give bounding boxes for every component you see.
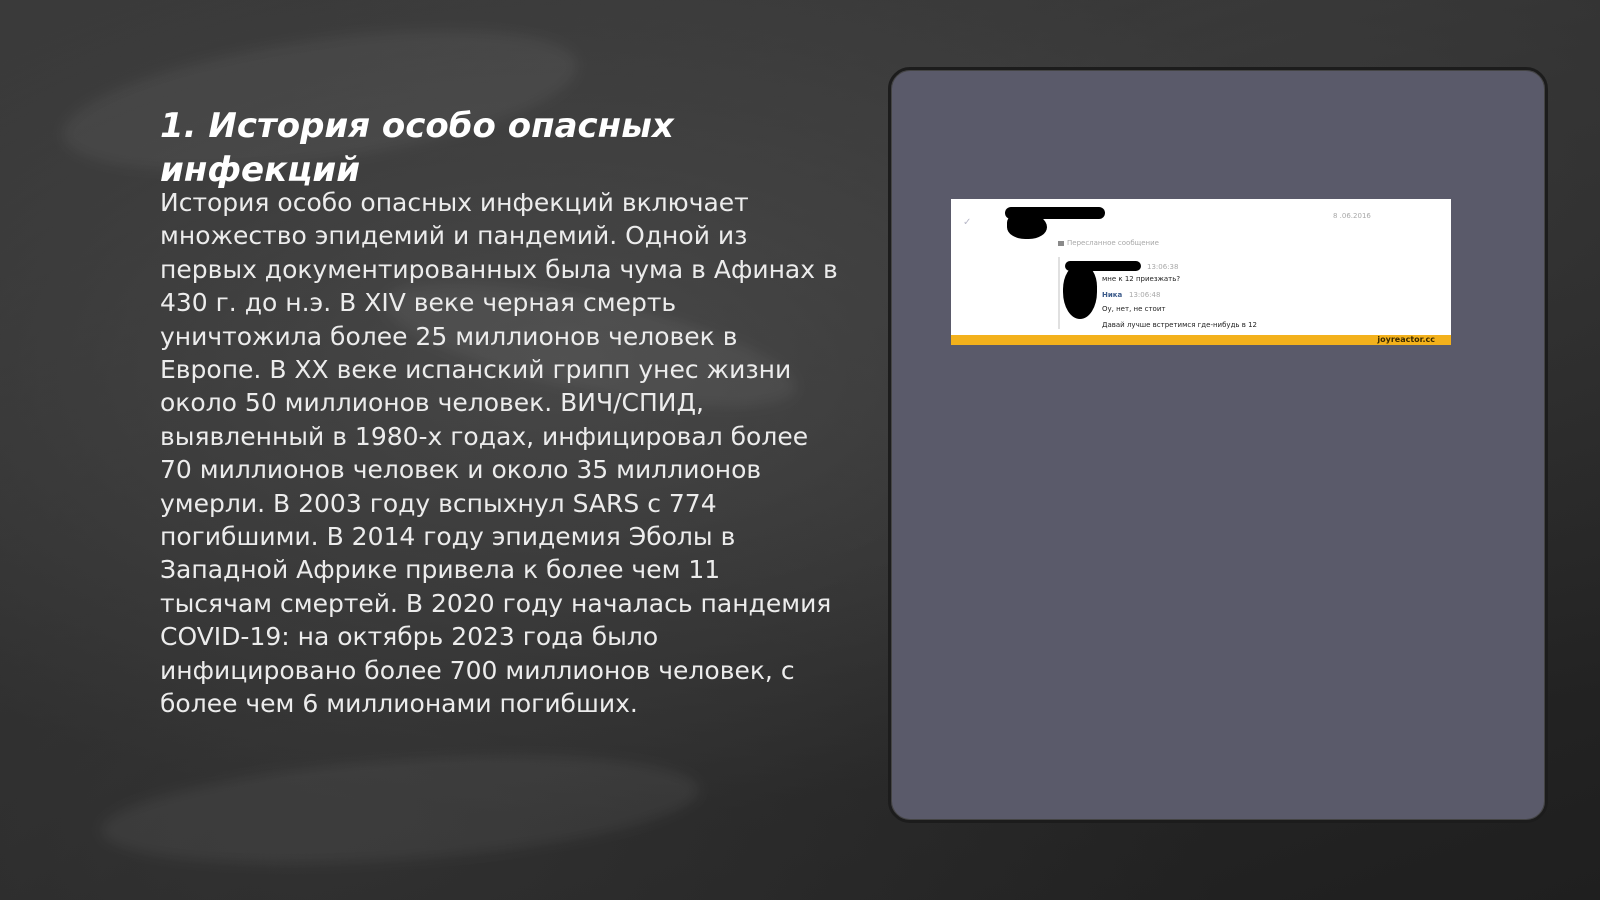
image-panel: [888, 67, 1548, 823]
message-text: мне к 12 приезжать?: [1102, 275, 1181, 283]
message-text: Оу, нет, не стоит: [1102, 305, 1166, 313]
watermark: joyreactor.cc: [1377, 335, 1435, 344]
image-footer-bar: [951, 335, 1451, 345]
check-icon: ✓: [963, 217, 972, 228]
message-time: 13:06:48: [1129, 291, 1161, 299]
message-text: Давай лучше встретимся где-нибудь в 12: [1102, 321, 1258, 329]
forwarded-header: [1058, 239, 1159, 247]
forwarded-label: Пересланное сообщение: [1067, 239, 1159, 247]
chat-screenshot-image: [951, 199, 1451, 345]
quote-bar: [1058, 257, 1060, 329]
message-date: 8 .06.2016: [1333, 212, 1371, 220]
message-time: 13:06:38: [1147, 263, 1179, 271]
forward-icon: [1058, 241, 1064, 246]
chalk-texture: [97, 739, 703, 881]
redaction-scribble: [1063, 265, 1097, 319]
redaction-scribble: [1007, 213, 1047, 239]
slide-title: 1. История особо опасных инфекций: [160, 106, 674, 190]
slide-body-text: История особо опасных инфекций включает множество эпидемий и пандемий. Одной из первых документированных была чума в Афинах в 430 г. до н.э. В XIV веке черная смерть уничтожила более 25 миллионов человек в Европе. В XX веке испанский грипп унес жизни около 50 миллионов человек. ВИЧ/СПИД, выявленный в 1980-х годах, инфицировал более 70 миллионов человек и около 35 миллионов умерли. В 2003 году вспыхнул SARS с 774 погибшими. В 2014 году эпидемия Эболы в Западной Африке привела к более чем 11 тысячам смертей. В 2020 году началась пандемия COVID-19: на октябрь 2023 года было инфицировано более 700 миллионов человек, с более чем 6 миллионами погибших.: [160, 188, 838, 719]
sender-name: Ника: [1102, 291, 1123, 299]
